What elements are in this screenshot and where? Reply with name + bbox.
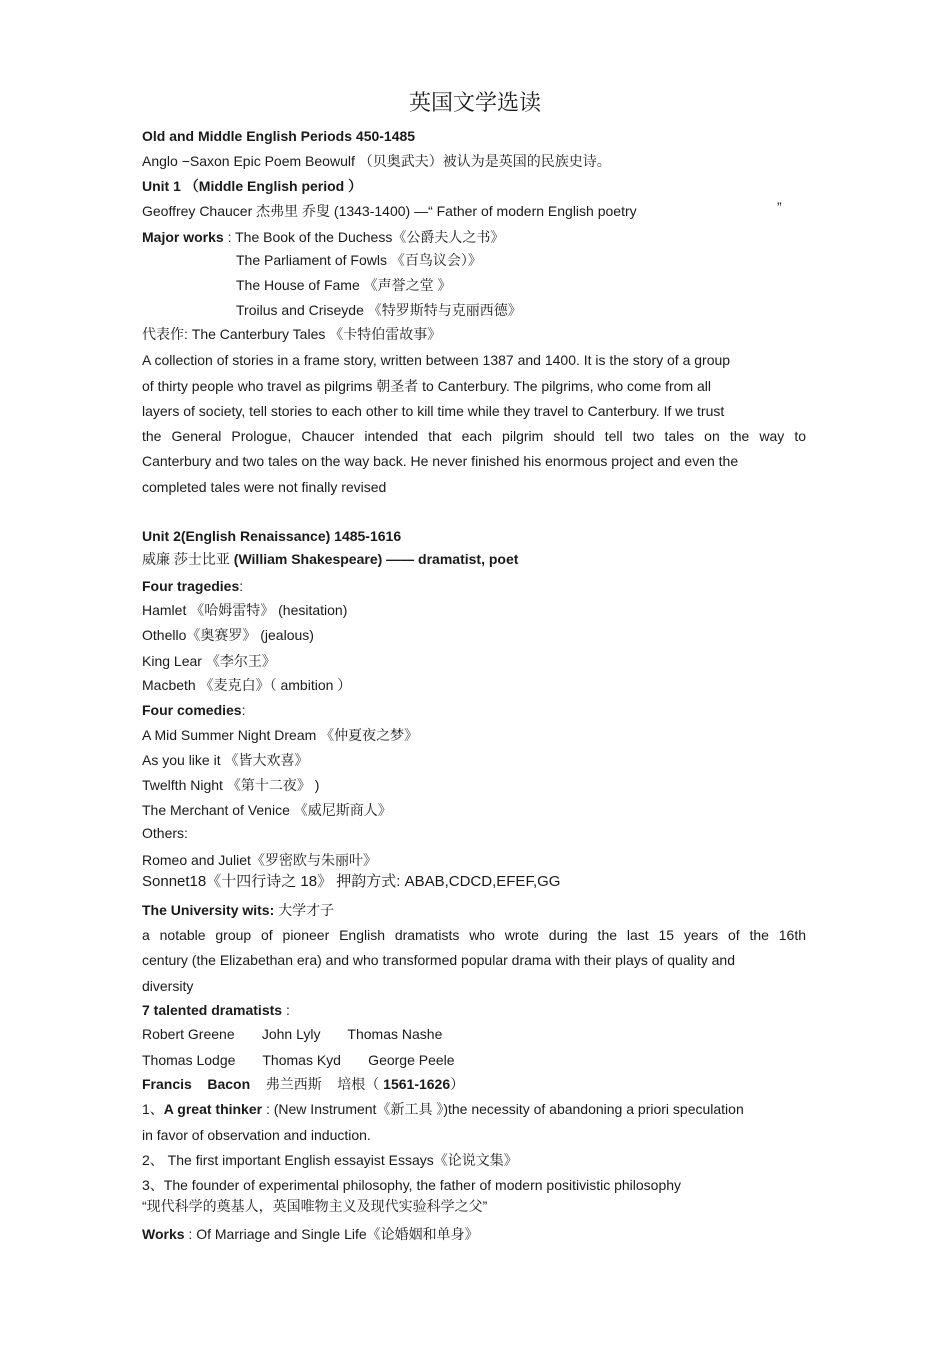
bacon-works-line xyxy=(142,1225,479,1243)
tragedies-colon: : xyxy=(239,578,244,594)
section-heading-renaissance: Unit 2(English Renaissance) 1485-1616 xyxy=(142,528,402,544)
masterpiece-line: 代表作: The Canterbury Tales 《卡特伯雷故事》 xyxy=(142,326,442,342)
unit1-period: （Middle English period ） xyxy=(184,178,363,194)
chaucer-line: Geoffrey Chaucer 杰弗里 乔叟 (1343-1400) —“ Father of modern English poetry xyxy=(142,203,637,219)
bacon-name: Francis Bacon xyxy=(142,1076,251,1092)
major-work-duchess: : The Book of the Duchess《公爵夫人之书》 xyxy=(223,229,505,245)
canterbury-para-line: Canterbury and two tales on the way back. He never finished his enormous project and even the xyxy=(142,453,739,469)
university-wits-heading xyxy=(142,901,334,919)
bacon-cn: 弗兰西斯 培根（ xyxy=(250,1076,384,1092)
comedies-label: Four comedies xyxy=(142,702,242,718)
comedies-heading xyxy=(142,701,245,719)
dramatists-row: Thomas Lodge Thomas Kyd George Peele xyxy=(142,1052,455,1068)
comedy-item: Twelfth Night 《第十二夜》 ) xyxy=(142,777,320,793)
bacon-point-thinker-cont: in favor of observation and induction. xyxy=(142,1127,371,1143)
tragedies-heading xyxy=(142,577,243,595)
unit1-label: Unit 1 xyxy=(142,178,185,194)
beowulf-line: Anglo −Saxon Epic Poem Beowulf （贝奥武夫）被认为是英国的民族史诗。 xyxy=(142,153,611,169)
others-item: Sonnet18《十四行诗之 18》 押韵方式: ABAB,CDCD,EFEF,GG xyxy=(142,873,561,890)
unit1-heading xyxy=(142,177,362,195)
bacon-years: 1561-1626 xyxy=(383,1076,451,1092)
dramatists-label: 7 talented dramatists xyxy=(142,1002,283,1018)
thinker-label: A great thinker xyxy=(163,1101,263,1117)
section-heading-old-middle-english: Old and Middle English Periods 450-1485 xyxy=(142,128,416,144)
comedy-item: The Merchant of Venice 《威尼斯商人》 xyxy=(142,802,392,818)
canterbury-para-line: A collection of stories in a frame story, written between 1387 and 1400. It is the story of a group xyxy=(142,352,731,368)
others-label: Others: xyxy=(142,825,188,841)
comedy-item: A Mid Summer Night Dream 《仲夏夜之梦》 xyxy=(142,727,419,743)
chaucer-quote-end: ” xyxy=(777,199,782,215)
tragedy-item: King Lear 《李尔王》 xyxy=(142,653,276,669)
bacon-point-essayist: 2、 The first important English essayist Essays《论说文集》 xyxy=(142,1152,518,1168)
major-work-parliament: The Parliament of Fowls 《百鸟议会）》 xyxy=(236,252,482,268)
major-works-label: Major works xyxy=(142,229,224,245)
dramatists-heading xyxy=(142,1001,290,1019)
tragedies-label: Four tragedies xyxy=(142,578,240,594)
point-number: 1、 xyxy=(142,1101,164,1117)
bacon-paren: ） xyxy=(450,1076,465,1092)
thinker-text: : (New Instrument《新工具 》)the necessity of abandoning a priori speculation xyxy=(262,1101,744,1117)
shakespeare-en: (William Shakespeare) —— dramatist, poet xyxy=(233,551,519,567)
dramatists-row: Robert Greene John Lyly Thomas Nashe xyxy=(142,1026,443,1042)
dramatists-colon: : xyxy=(282,1002,290,1018)
bacon-founder-cn: “现代科学的奠基人，英国唯物主义及现代实验科学之父” xyxy=(142,1198,488,1214)
major-work-troilus: Troilus and Criseyde 《特罗斯特与克丽西德》 xyxy=(236,302,522,318)
tragedy-item: Othello《奥赛罗》 (jealous) xyxy=(142,627,314,643)
comedies-colon: : xyxy=(241,702,246,718)
others-item: Romeo and Juliet《罗密欧与朱丽叶》 xyxy=(142,852,377,868)
tragedy-item: Macbeth 《麦克白》（ ambition ） xyxy=(142,677,352,693)
works-value: : Of Marriage and Single Life《论婚姻和单身》 xyxy=(184,1226,479,1242)
wits-para-line: century (the Elizabethan era) and who transformed popular drama with their plays of quality and xyxy=(142,952,735,968)
canterbury-para-line: of thirty people who travel as pilgrims 朝圣者 to Canterbury. The pilgrims, who come from all xyxy=(142,378,712,394)
bacon-point-thinker xyxy=(142,1100,744,1118)
canterbury-para-line: the General Prologue, Chaucer intended that each pilgrim should tell two tales on the way to xyxy=(142,428,806,444)
wits-para-line: diversity xyxy=(142,978,194,994)
wits-para-line: a notable group of pioneer English dramatists who wrote during the last 15 years of the 16th xyxy=(142,927,806,943)
major-work-house-of-fame: The House of Fame 《声誉之堂 》 xyxy=(236,277,452,293)
bacon-point-founder: 3、The founder of experimental philosophy, the father of modern positivistic philosophy xyxy=(142,1177,682,1193)
shakespeare-cn: 威廉 莎士比亚 xyxy=(142,551,234,567)
canterbury-para-line: layers of society, tell stories to each other to kill time while they travel to Canterbury. If we trust xyxy=(142,403,725,419)
tragedy-item: Hamlet 《哈姆雷特》 (hesitation) xyxy=(142,602,348,618)
university-wits-label: The University wits: xyxy=(142,902,275,918)
comedy-item: As you like it 《皆大欢喜》 xyxy=(142,752,309,768)
bacon-heading xyxy=(142,1075,464,1093)
page-title: 英国文学选读 xyxy=(408,91,541,116)
works-label: Works xyxy=(142,1226,185,1242)
university-wits-cn: 大学才子 xyxy=(274,902,335,918)
shakespeare-line xyxy=(142,550,518,568)
major-works-line xyxy=(142,228,504,246)
canterbury-para-line: completed tales were not finally revised xyxy=(142,479,387,495)
